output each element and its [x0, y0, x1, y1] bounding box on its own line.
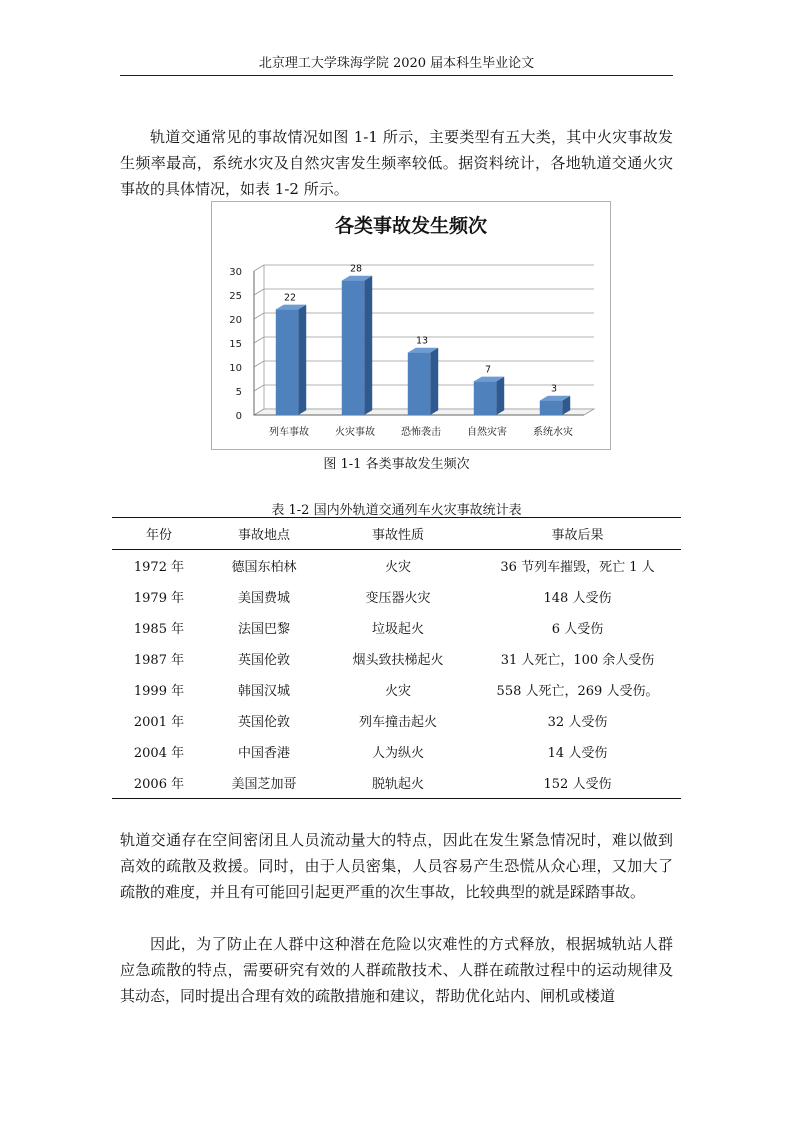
x-tick-label: 恐怖袭击 — [401, 427, 441, 438]
cell-year: 1985 年 — [133, 622, 185, 637]
header-rule — [120, 75, 673, 76]
cell-year: 2001 年 — [133, 715, 185, 730]
cell-location: 法国巴黎 — [237, 622, 290, 637]
bar-chart — [212, 202, 610, 449]
y-tick-label: 10 — [229, 363, 242, 374]
data-label: 22 — [283, 292, 297, 304]
data-label: 13 — [415, 335, 429, 347]
col-header-nature: 事故性质 — [322, 518, 474, 550]
bar-side — [298, 305, 306, 415]
table-header-row — [112, 518, 681, 550]
table-row — [112, 705, 681, 736]
cell-year: 2006 年 — [112, 767, 206, 799]
cell-consequence: 558 人死亡，269 人受伤。 — [496, 684, 659, 699]
cell-nature: 垃圾起火 — [371, 622, 424, 637]
table-row — [112, 736, 681, 767]
x-tick-label: 列车事故 — [269, 427, 309, 438]
gridline-depth — [254, 385, 264, 391]
gridline-depth — [254, 313, 264, 319]
y-tick-label: 0 — [235, 411, 242, 422]
paragraph-conclusion: 因此，为了防止在人群中这种潜在危险以灾难性的方式释放，根据城轨站人群应急疏散的特点，需要研究有效的人群疏散技术、人群在疏散过程中的运动规律及其动态，同时提出合理有效的疏散措施和建议，帮助优化站内、闸机或楼道 — [120, 935, 673, 1005]
cell-location: 美国费城 — [237, 591, 290, 606]
gridline-depth — [254, 361, 264, 367]
cell-location: 英国伦敦 — [237, 715, 290, 730]
cell-year: 1979 年 — [133, 591, 185, 606]
table-row — [112, 550, 681, 582]
gridline-depth — [254, 337, 264, 343]
cell-consequence: 14 人受伤 — [547, 746, 608, 761]
cell-location: 德国东柏林 — [231, 560, 297, 575]
cell-consequence: 152 人受伤 — [474, 767, 681, 799]
data-label: 7 — [484, 364, 492, 376]
table-row — [112, 643, 681, 674]
table-row — [112, 674, 681, 705]
cell-nature: 烟头致扶梯起火 — [352, 653, 444, 668]
table-row — [112, 612, 681, 643]
cell-nature: 变压器火灾 — [365, 591, 431, 606]
y-tick-label: 5 — [235, 387, 242, 398]
cell-consequence: 32 人受伤 — [547, 715, 608, 730]
cell-nature: 火灾 — [384, 560, 411, 575]
y-tick-label: 15 — [229, 339, 242, 350]
running-header: 北京理工大学珠海学院 2020 届本科生毕业论文 — [258, 56, 535, 71]
col-header-year: 年份 — [112, 518, 206, 550]
table-row — [112, 581, 681, 612]
cell-consequence: 31 人死亡，100 余人受伤 — [500, 653, 655, 668]
accident-table — [112, 517, 681, 799]
cell-location: 中国香港 — [237, 746, 290, 761]
bar — [474, 381, 496, 415]
bar — [408, 353, 430, 415]
table-caption: 表 1-2 国内外轨道交通列车火灾事故统计表 — [271, 503, 522, 518]
y-tick-label: 20 — [229, 315, 242, 326]
table-row — [112, 767, 681, 799]
data-label: 3 — [550, 383, 558, 395]
cell-year: 1999 年 — [133, 684, 185, 699]
cell-nature: 列车撞击起火 — [358, 715, 437, 730]
cell-location: 美国芝加哥 — [206, 767, 322, 799]
col-header-consequence: 事故后果 — [474, 518, 681, 550]
paragraph-intro: 轨道交通常见的事故情况如图 1-1 所示，主要类型有五大类，其中火灾事故发生频率最高，系统水灾及自然灾害发生频率较低。据资料统计，各地轨道交通火灾事故的具体情况，如表 1-2 所示。 — [120, 128, 673, 198]
x-tick-label: 火灾事故 — [335, 427, 375, 438]
chart-title: 各类事故发生频次 — [334, 215, 488, 237]
cell-location: 英国伦敦 — [237, 653, 290, 668]
cell-nature: 火灾 — [384, 684, 411, 699]
cell-consequence: 36 节列车摧毁，死亡 1 人 — [500, 560, 655, 575]
gridline-depth — [254, 265, 264, 271]
bar-side — [364, 276, 372, 415]
cell-nature: 脱轨起火 — [322, 767, 474, 799]
bar — [342, 281, 364, 415]
y-tick-label: 25 — [229, 291, 242, 302]
cell-nature: 人为纵火 — [371, 746, 424, 761]
cell-consequence: 6 人受伤 — [551, 622, 604, 637]
data-label: 28 — [349, 263, 363, 275]
bar-side — [430, 348, 438, 415]
cell-year: 1972 年 — [133, 560, 185, 575]
cell-location: 韩国汉城 — [237, 684, 290, 699]
x-tick-label: 系统水灾 — [533, 427, 573, 438]
bar — [276, 309, 298, 415]
figure-caption: 图 1-1 各类事故发生频次 — [323, 457, 470, 472]
bar-side — [496, 377, 504, 415]
gridline-depth — [254, 289, 264, 295]
cell-year: 2004 年 — [133, 746, 185, 761]
col-header-location: 事故地点 — [206, 518, 322, 550]
bar-chart-frame — [211, 201, 611, 450]
y-tick-label: 30 — [229, 267, 242, 278]
cell-consequence: 148 人受伤 — [543, 591, 612, 606]
cell-year: 1987 年 — [133, 653, 185, 668]
x-tick-label: 自然灾害 — [467, 427, 507, 438]
bar — [540, 401, 562, 415]
paragraph-evacuation: 轨道交通存在空间密闭且人员流动量大的特点，因此在发生紧急情况时，难以做到高效的疏散及救援。同时，由于人员密集，人员容易产生恐慌从众心理，又加大了疏散的难度，并且有可能回引起更严重的次生事故，比较典型的就是踩踏事故。 — [120, 831, 673, 901]
